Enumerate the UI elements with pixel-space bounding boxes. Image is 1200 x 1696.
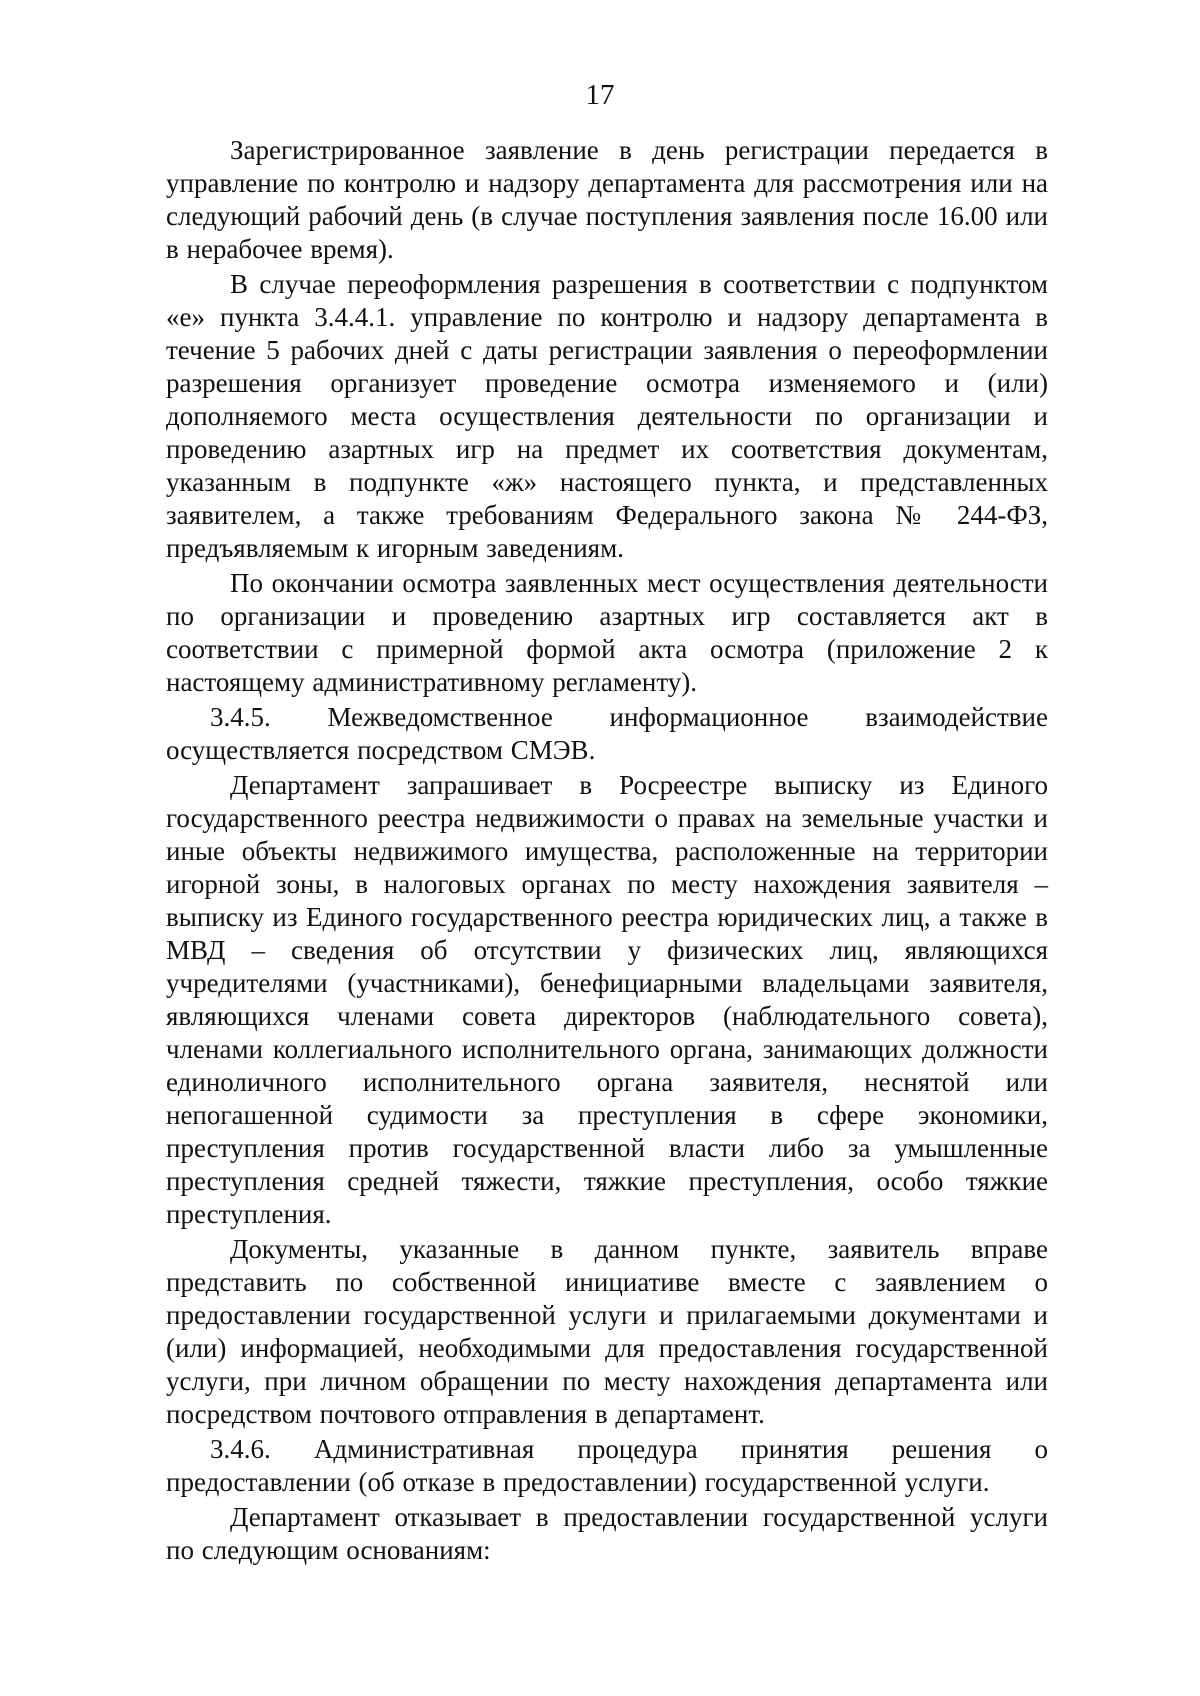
paragraph-refusal-grounds: Департамент отказывает в предоставлении государственной услуги по следующим основаниям: — [166, 1502, 1048, 1565]
paragraph-documents-initiative: Документы, указанные в данном пункте, заявитель вправе представить по собственной инициативе вместе с заявлением о предоставлении государственной услуги и прилагаемыми документами и (или) информацией, необходимыми для предоставления государственной услуги, при личном обращении по месту нахождения департамента или посредством почтового отправления в департамент. — [166, 1234, 1048, 1429]
paragraph-reissue-inspection: В случае переоформления разрешения в соответствии с подпунктом «е» пункта 3.4.4.1. управление по контролю и надзору департамента в течение 5 рабочих дней с даты регистрации заявления о переоформлении разрешения организует проведение осмотра изменяемого и (или) дополняемого места осуществления деятельности по организации и проведению азартных игр на предмет их соответствия документам, указанным в подпункте «ж» настоящего пункта, и представленных заявителем, а также требованиям Федерального закона № 244-ФЗ, предъявляемым к игорным заведениям. — [166, 269, 1048, 563]
paragraph-department-requests: Департамент запрашивает в Росреестре выписку из Единого государственного реестра недвижимости о правах на земельные участки и иные объекты недвижимого имущества, расположенные на территории игорной зоны, в налоговых органах по месту нахождения заявителя – выписку из Единого государственного реестра юридических лиц, а также в МВД – сведения об отсутствии у физических лиц, являющихся учредителями (участниками), бенефициарными владельцами заявителя, являющихся членами совета директоров (наблюдательного совета), членами коллегиального исполнительного органа, занимающих должности единоличного исполнительного органа заявителя, неснятой или непогашенной судимости за преступления в сфере экономики, преступления против государственной власти либо за умышленные преступления средней тяжести, тяжкие преступления, особо тяжкие преступления. — [166, 770, 1048, 1229]
paragraph-section-3-4-5: 3.4.5. Межведомственное информационное взаимодействие осуществляется посредством СМЭВ. — [166, 702, 1048, 765]
page-number: 17 — [585, 79, 615, 111]
paragraph-section-3-4-6: 3.4.6. Административная процедура принятия решения о предоставлении (об отказе в предоставлении) государственной услуги. — [166, 1434, 1048, 1497]
paragraph-registration-transfer: Зарегистрированное заявление в день регистрации передается в управление по контролю и надзору департамента для рассмотрения или на следующий рабочий день (в случае поступления заявления после 16.00 или в нерабочее время). — [166, 135, 1048, 264]
document-body — [166, 134, 1048, 1567]
paragraph-inspection-act: По окончании осмотра заявленных мест осуществления деятельности по организации и проведению азартных игр составляется акт в соответствии с примерной формой акта осмотра (приложение 2 к настоящему административному регламенту). — [166, 568, 1048, 697]
